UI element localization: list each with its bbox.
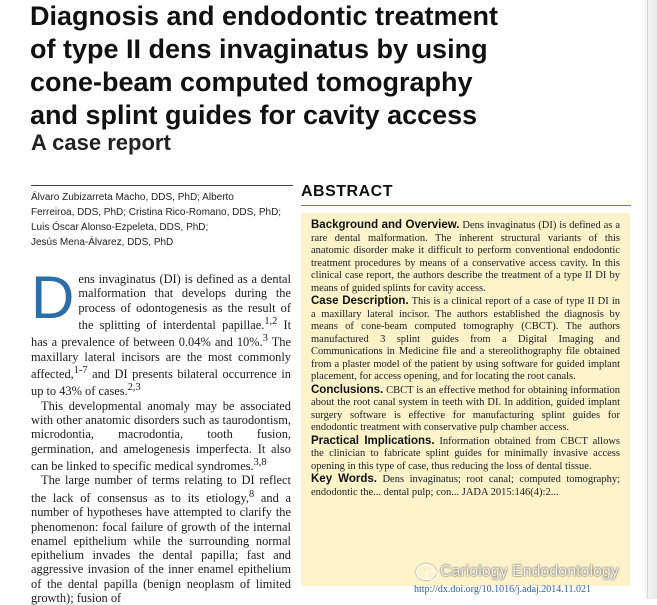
body-paragraph [31,264,292,399]
author-list [31,190,293,250]
body-paragraph [31,473,291,605]
author-top-rule [31,185,293,186]
abstract-section-heading: Conclusions. [311,383,384,396]
body-text: The large number of terms relating to DI reflect the lack of consensus as to its etiology, [31,473,291,505]
author-line: Álvaro Zubizarreta Macho, DDS, PhD; Alberto [31,192,234,203]
viewer-edge-line [647,0,648,599]
title-line: of type II dens invaginatus by using [30,34,488,64]
body-text: The maxillary lateral incisors are the most commonly affected, [31,335,291,382]
body-paragraph [31,399,291,474]
author-line: Jesús Mena-Álvarez, DDS, PhD [31,237,174,248]
abstract-section-text: Dens invaginatus (DI) is defined as a rare dental malformation. The inherent structural variants of this anatomic disorder make it difficult to perform conventional endodontic treatment procedures by means of a conservative access cavity. In this clinical case report, the authors describe the treatment of a type II DI by means of guided splints for cavity access. [311,220,620,294]
citation-ref: 2,3 [127,382,141,394]
abstract-section [311,219,620,295]
abstract-section [311,435,620,474]
abstract-box [301,213,630,586]
abstract-section [311,295,620,384]
citation-ref: 8 [248,488,255,500]
doi-link[interactable]: http://dx.doi.org/10.1016/j.adaj.2014.11.021 [414,584,591,595]
author-line: Luis Óscar Alonso-Ezpeleta, DDS, PhD; [31,222,209,233]
title-line: and splint guides for cavity access [30,100,478,130]
article-subtitle: A case report [31,130,171,155]
abstract-section [311,473,620,499]
body-text: It has a prevalence of between 0.04% and 10%. [31,318,292,350]
body-column [31,264,292,605]
abstract-section-heading: Practical Implications. [311,434,435,447]
abstract-section [311,384,620,435]
abstract-section-heading: Background and Overview. [311,219,460,231]
abstract-rule [301,205,631,206]
abstract-section-text: Dens invaginatus; root canal; computed tomography; endodontic the... dental pulp; con... JADA 2015:146(4):2... [311,474,620,498]
abstract-section-heading: Case Description. [311,295,409,307]
abstract-section-heading: Key Words. [311,473,377,485]
title-line: cone-beam computed tomography [30,67,473,97]
abstract-heading: ABSTRACT [301,183,393,200]
watermark [416,563,619,581]
abstract-section-text: CBCT is an effective method for obtaining information about the root canal system in teeth with DI. In addition, guided implant surgery software is effective for manufacturing splint guides for endodontic treatment with conservative pulp chamber access. [311,384,620,433]
body-text: ens invaginatus (DI) is defined as a dental malformation that develops during the process of odontogenesis as the result of the splitting of interdental papillae. [78,272,291,333]
citation-ref: 1,2 [264,315,278,327]
body-text: and a number of hypotheses have attempted to clarify the phenomenon: focal failure of growth of the internal enamel epithelium while the surrounding normal epithelium invades the dental papilla; fast and aggressive invasion of the inner enamel epithelium of the dental papilla (benign neoplasm of limited growth); fusion of [31,490,291,605]
abstract-section-text: Information obtained from CBCT allows the clinician to fabricate splint guides for minimally invasive access opening in this type of case, thus reducing the loss of dental tissue. [311,435,621,472]
article-title [30,0,630,132]
chat-bubbles-icon [416,564,436,580]
citation-ref: 3 [262,333,268,345]
abstract-section-text: This is a clinical report of a case of type II DI in a maxillary lateral incisor. The authors established the diagnosis by means of cone-beam computed tomography (CBCT). The authors manufactured 3 splint guides from a Digital Imaging and Communications in Medicine file and a stereolithography file obtained from a plaster model of the patient by using software for guided implant placement, for access opening, and for locating the root canals. [311,296,620,382]
citation-ref: 1-7 [73,365,88,377]
title-line: Diagnosis and endodontic treatment [30,1,499,31]
author-line: Ferreiroa, DDS, PhD; Cristina Rico-Romano, DDS, PhD; [31,207,282,218]
viewer-right-edge [645,0,657,599]
citation-ref: 3,8 [253,457,267,469]
drop-cap: D [31,264,75,331]
body-text: This developmental anomaly may be associated with other anatomic disorders such as taurodontism, microdontia, macrodontia, tooth fusion, germination, and amelogenesis imperfecta. It also can be linked to specific medical syndromes. [31,398,291,474]
body-text: and DI presents bilateral occurrence in up to 43% of cases. [31,367,291,399]
watermark-text: Cariology Endodontology [440,563,619,580]
